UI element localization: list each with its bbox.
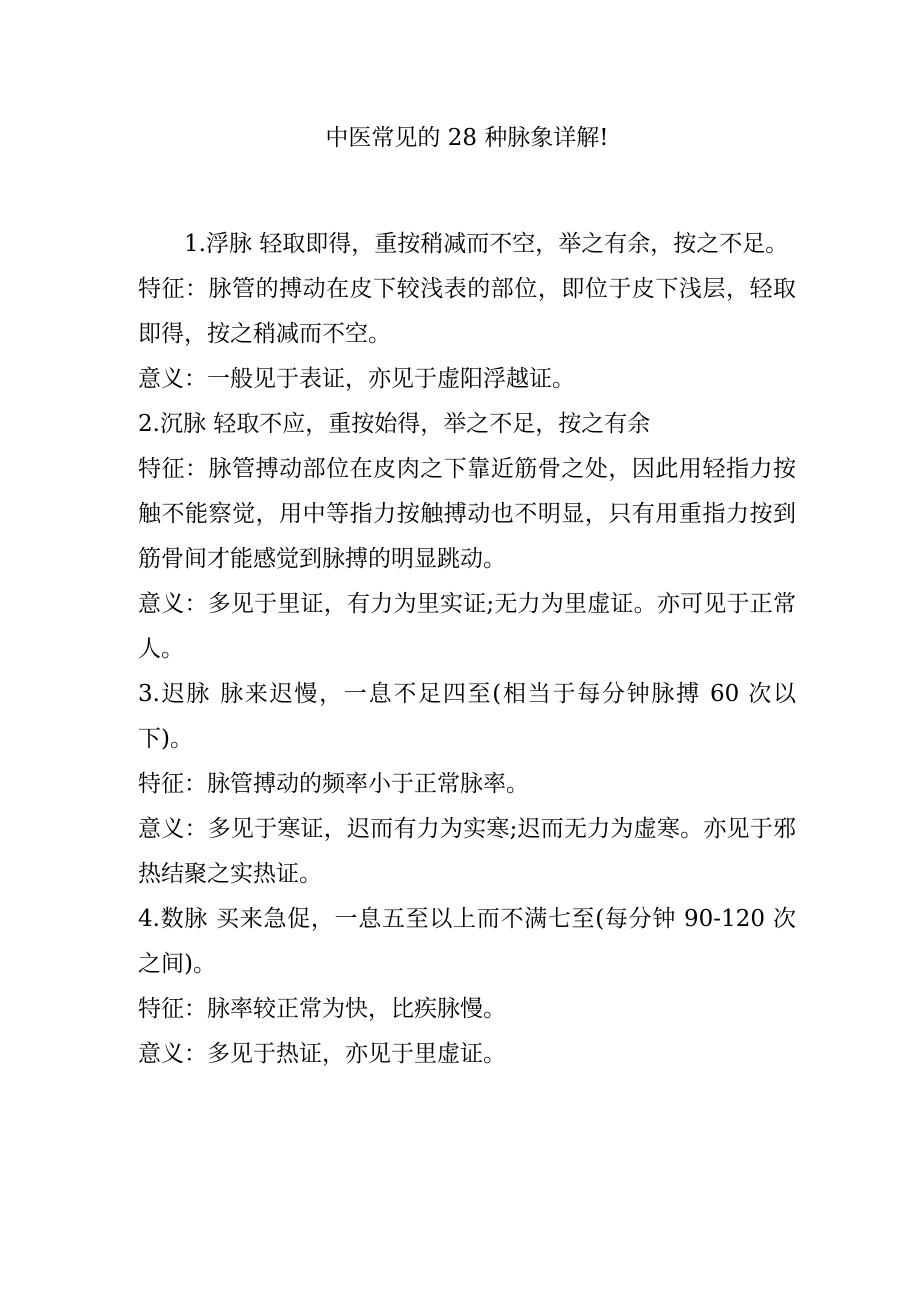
pulse-3-meaning: 意义：多见于寒证，迟而有力为实寒;迟而无力为虚寒。亦见于邪热结聚之实热证。 [138,816,796,887]
pulse-2-meaning: 意义：多见于里证，有力为里实证;无力为里虚证。亦可见于正常人。 [138,591,796,662]
pulse-4-feature: 特征：脉率较正常为快，比疾脉慢。 [138,996,506,1022]
pulse-1-definition: 1.浮脉 轻取即得，重按稍减而不空，举之有余，按之不足。 [184,231,789,257]
pulse-4-definition: 4.数脉 买来急促，一息五至以上而不满七至(每分钟 90-120 次之间)。 [138,906,796,977]
document-title: 中医常见的 28 种脉象详解! [325,125,609,151]
pulse-3-feature: 特征：脉管搏动的频率小于正常脉率。 [138,771,529,797]
pulse-2-definition: 2.沉脉 轻取不应，重按始得，举之不足，按之有余 [138,411,651,437]
pulse-2-feature: 特征：脉管搏动部位在皮肉之下靠近筋骨之处，因此用轻指力按触不能察觉，用中等指力按触搏动也不明显，只有用重指力按到筋骨间才能感觉到脉搏的明显跳动。 [138,456,796,572]
pulse-4-meaning: 意义：多见于热证，亦见于里虚证。 [138,1041,506,1067]
pulse-1-meaning: 意义：一般见于表证，亦见于虚阳浮越证。 [138,366,575,392]
pulse-3-definition: 3.迟脉 脉来迟慢，一息不足四至(相当于每分钟脉搏 60 次以下)。 [138,681,796,752]
pulse-1-feature: 特征：脉管的搏动在皮下较浅表的部位，即位于皮下浅层，轻取即得，按之稍减而不空。 [138,276,796,347]
